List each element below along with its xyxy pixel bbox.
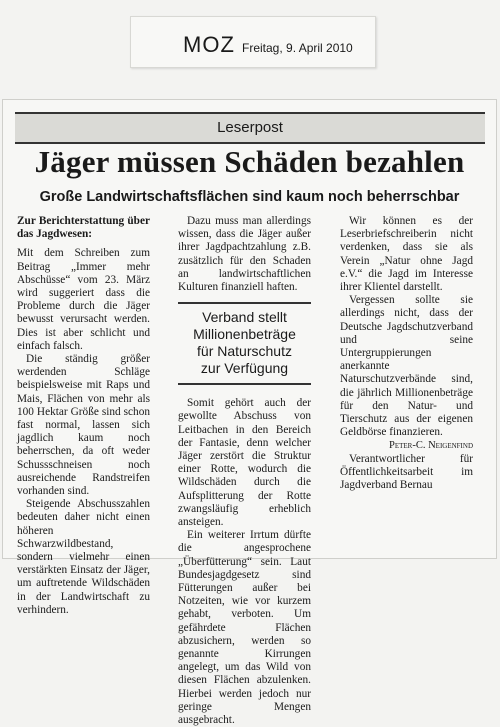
column-1 xyxy=(17,215,150,617)
author-byline: Peter-C. Neigenfind xyxy=(389,440,473,452)
pull-quote-line: Verband stellt xyxy=(202,309,287,326)
subheadline: Große Landwirtschaftsflächen sind kaum noch beherrschbar xyxy=(39,189,460,205)
rubric-bar xyxy=(15,112,485,144)
paragraph: Ein weiterer Irrtum dürfte die angesprochene „Überfütterung“ sein. Laut Bundesjagdgesetz sind Fütterungen außer bei Notzeiten, wie vor kurzem gehabt, verboten. Um gefährdete Flächen abzusichern, werden so genannte Kirrungen angelegt, um das Wild von diesen Flächen abzulenken. Hierbei werden jedoch nur geringe Mengen ausgebracht. xyxy=(178,529,311,727)
paragraph: Steigende Abschusszahlen bedeuten daher nicht einen höheren Schwarzwildbestand, sondern vielmehr einen verstärkten Einsatz der Jäger, um auftretende Wildschäden in der Landwirtschaft zu verhindern. xyxy=(17,498,150,616)
pull-quote-line: Millionenbeträge xyxy=(193,326,296,343)
column-2 xyxy=(178,215,311,727)
publication-date: Freitag, 9. April 2010 xyxy=(242,41,353,55)
paragraph: Dazu muss man allerdings wissen, dass die Jäger außer ihrer Jagdpachtzahlung z.B. zusätzlich für den Schaden an landwirtschaftlichen Kulturen finanziell haften. xyxy=(178,215,311,294)
paragraph: Mit dem Schreiben zum Beitrag „Immer mehr Abschüsse“ vom 23. März wird suggeriert dass die Probleme durch die Jäger bewusst verursacht werden. Dies ist aber schlicht und einfach falsch. xyxy=(17,247,150,352)
paragraph: Somit gehört auch der gewollte Abschuss von Leitbachen in den Bereich der Fantasie, denn welcher Jäger zerstört die Struktur einer Rotte, wodurch die Wildschäden durch die Aufsplitterung der Rotte zwangsläufig erheblich ansteigen. xyxy=(178,397,311,529)
newspaper-name: MOZ xyxy=(183,32,235,57)
paragraph: Die ständig größer werdenden Schläge beispielsweise mit Raps und Mais, Flächen von mehr als 100 Hektar Größe sind schon fast normal, lassen sich jagdlich kaum noch beherrschen, da oft weder Schussschneisen noch ausreichende Randstreifen vorhanden sind. xyxy=(17,353,150,498)
pull-quote-line: zur Verfügung xyxy=(200,360,289,377)
article-lead: Zur Berichterstattung über das Jagdwesen: xyxy=(17,215,150,241)
article-clipping xyxy=(2,99,497,727)
masthead-clipping xyxy=(130,16,376,68)
paragraph: Wir können es der Leserbriefschreiberin nicht verdenken, dass sie als Verein „Natur ohne Jagd e.V.“ die Jagd im Interesse ihrer Klientel darstellt. xyxy=(340,215,473,294)
pull-quote-line: für Naturschutz xyxy=(197,343,292,360)
paragraph: Vergessen sollte sie allerdings nicht, dass der Deutsche Jagdschutzverband und seine Untergruppierungen anerkannte Naturschutzverbände sind, die jährlich Millionenbeträge für den Natur- und Tierschutz aus der eigenen Geldbörse finanzieren. xyxy=(340,294,473,439)
headline: Jäger müssen Schäden bezahlen xyxy=(34,144,465,179)
pull-quote xyxy=(178,302,311,385)
author-role: Verantwortlicher für Öffentlichkeitsarbeit im Jagdverband Bernau xyxy=(340,452,473,492)
rubric-label: Leserpost xyxy=(217,119,283,136)
column-3 xyxy=(340,215,473,492)
